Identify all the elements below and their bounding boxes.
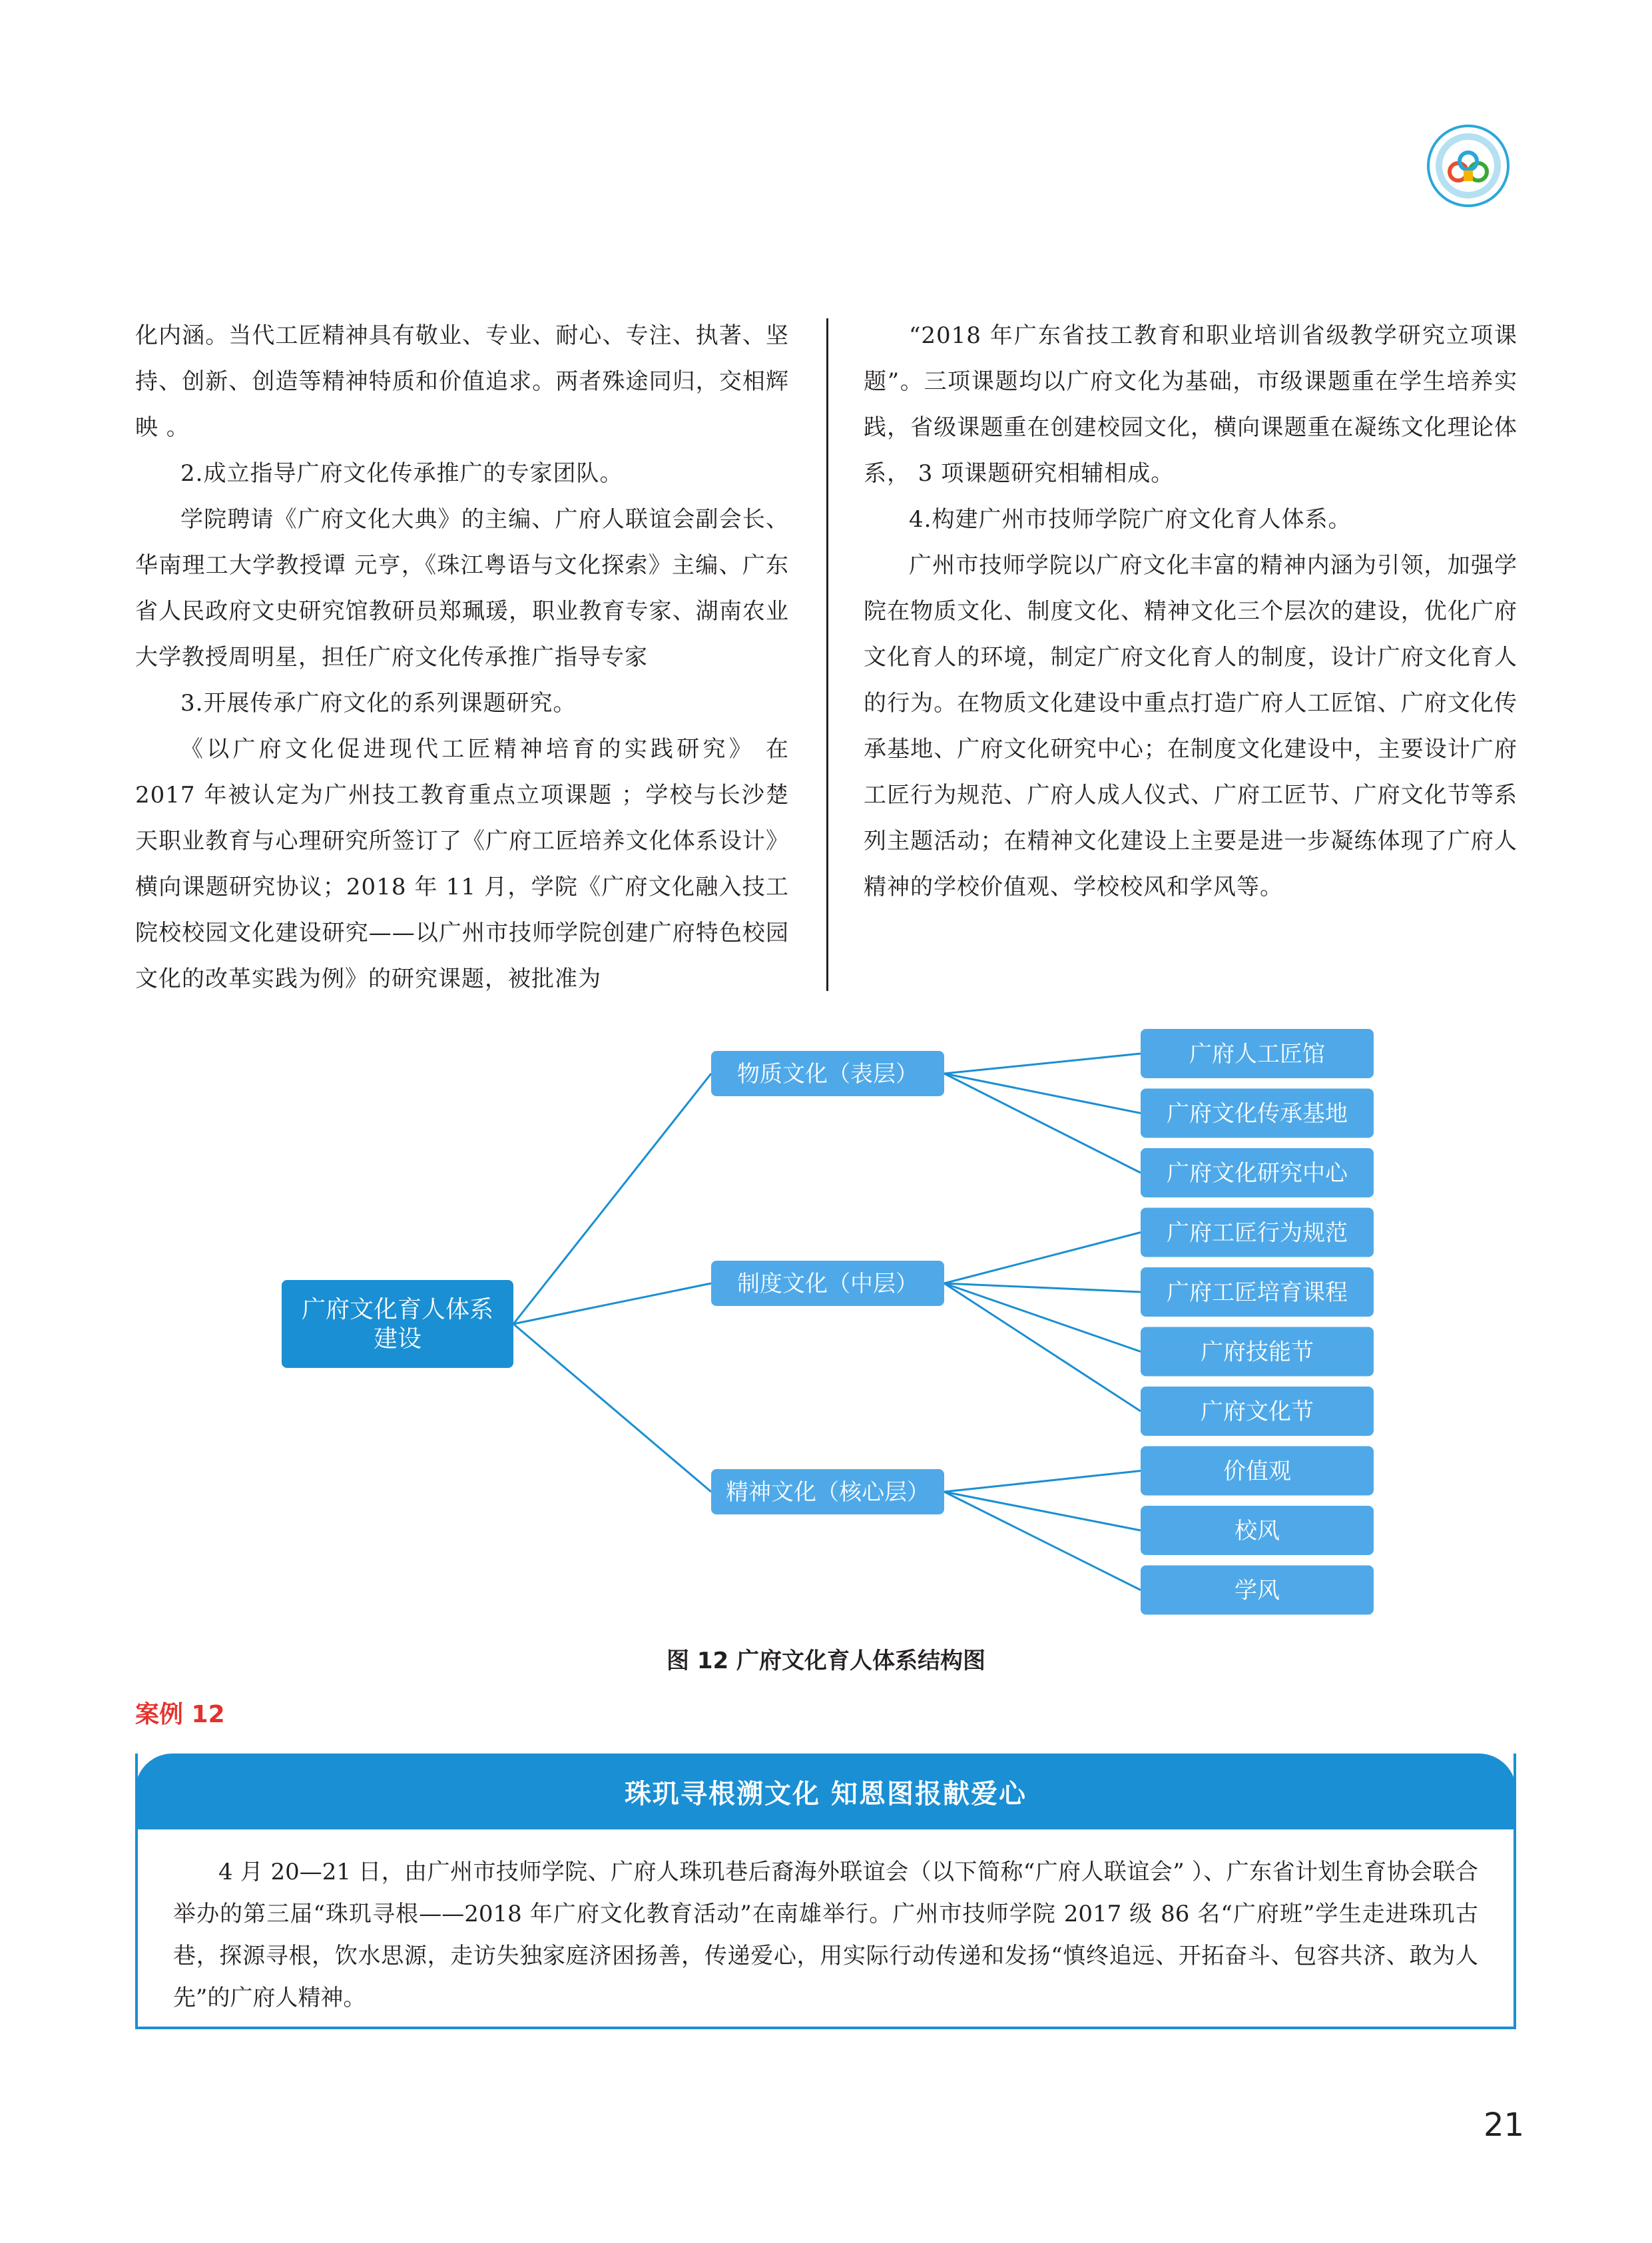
diagram-root-label: 建设 bbox=[373, 1325, 422, 1353]
diagram-branch-label: 精神文化（核心层） bbox=[726, 1479, 930, 1506]
right-paragraph-1: “2018 年广东省技工教育和职业培训省级教学研究立项课题”。三项课题均以广府文化为基础，市级课题重在学生培养实践，省级课题重在创建校园文化，横向课题重在凝练文化理论体系， 3 项课题研究相辅相成。 bbox=[864, 322, 1517, 487]
connector-line bbox=[944, 1283, 1141, 1352]
connector-line bbox=[944, 1492, 1141, 1530]
diagram-root-label: 广府文化育人体系 bbox=[301, 1296, 494, 1323]
diagram-leaf-node bbox=[1141, 1089, 1374, 1138]
connector-line bbox=[944, 1471, 1141, 1492]
left-paragraph-1: 化内涵。当代工匠精神具有敬业、专业、耐心、专注、执著、坚持、创新、创造等精神特质和价值追求。两者殊途同归，交相辉映 。 bbox=[135, 322, 789, 441]
connector-line bbox=[944, 1054, 1141, 1074]
structure-diagram bbox=[0, 1006, 1652, 1632]
connector-line bbox=[513, 1283, 711, 1324]
case-body: 4 月 20—21 日，由广州市技师学院、广府人珠玑巷后裔海外联谊会（以下简称“广府人联谊会” ）、广东省计划生育协会联合举办的第三届“珠玑寻根——2018 年广府文化教育活动”在南雄举行。广州市技师学院 2017 级 86 名“广府班”学生走进珠玑古巷，探源寻根，饮水思源，走访失独家庭济困扬善，传递爱心，用实际行动传递和发扬“慎终追远、开拓奋斗、包容共济、敢为人先”的广府人精神。 bbox=[173, 1859, 1478, 2011]
right-paragraph-2: 广州市技师学院以广府文化丰富的精神内涵为引领，加强学院在物质文化、制度文化、精神文化三个层次的建设，优化广府文化育人的环境，制定广府文化育人的制度，设计广府文化育人的行为。在物质文化建设中重点打造广府人工匠馆、广府文化传承基地、广府文化研究中心；在制度文化建设中，主要设计广府工匠行为规范、广府人成人仪式、广府工匠节、广府文化节等系列主题活动；在精神文化建设上主要是进一步凝练体现了广府人精神的学校价值观、学校校风和学风等。 bbox=[864, 552, 1517, 900]
left-column bbox=[135, 313, 789, 1002]
case-title: 珠玑寻根溯文化 知恩图报献爱心 bbox=[135, 1754, 1516, 1829]
diagram-leaf-node bbox=[1141, 1267, 1374, 1317]
school-emblem-icon bbox=[1426, 124, 1510, 208]
case-label: 案例 12 bbox=[135, 1701, 225, 1728]
connector-line bbox=[944, 1283, 1141, 1411]
diagram-branch-node bbox=[711, 1469, 944, 1514]
diagram-root-node bbox=[282, 1280, 513, 1368]
diagram-leaf-node bbox=[1141, 1566, 1374, 1615]
diagram-leaf-label: 广府工匠培育课程 bbox=[1167, 1279, 1348, 1306]
diagram-leaf-label: 广府技能节 bbox=[1201, 1339, 1314, 1366]
diagram-branch-node bbox=[711, 1051, 944, 1096]
diagram-branch-label: 物质文化（表层） bbox=[737, 1061, 918, 1088]
section-heading-2: 2.成立指导广府文化传承推广的专家团队。 bbox=[180, 460, 623, 487]
diagram-leaf-node bbox=[1141, 1446, 1374, 1496]
page-number: 21 bbox=[1484, 2106, 1525, 2144]
diagram-branch-node bbox=[711, 1261, 944, 1306]
diagram-leaf-node bbox=[1141, 1148, 1374, 1197]
diagram-leaf-label: 广府工匠行为规范 bbox=[1167, 1219, 1348, 1247]
left-paragraph-3: 《以广府文化促进现代工匠精神培育的实践研究》 在 2017 年被认定为广州技工教育重点立项课题 ；学校与长沙楚天职业教育与心理研究所签订了《广府工匠培养文化体系设计》横向课题研究协议；2018 年 11 月，学院《广府文化融入技工院校校园文化建设研究——以广州市技师学院创建广府特色校园文化的改革实践为例》的研究课题，被批准为 bbox=[135, 736, 789, 992]
section-heading-4: 4.构建广州市技师学院广府文化育人体系。 bbox=[909, 506, 1352, 533]
figure-caption: 图 12 广府文化育人体系结构图 bbox=[667, 1648, 985, 1674]
connector-line bbox=[944, 1492, 1141, 1590]
connector-line bbox=[944, 1283, 1141, 1292]
diagram-leaf-node bbox=[1141, 1387, 1374, 1436]
diagram-leaf-label: 校风 bbox=[1235, 1518, 1280, 1544]
diagram-leaf-label: 广府文化节 bbox=[1201, 1399, 1314, 1425]
column-divider bbox=[826, 318, 828, 991]
diagram-leaf-node bbox=[1141, 1506, 1374, 1555]
connector-line bbox=[944, 1233, 1141, 1284]
diagram-leaf-label: 广府文化研究中心 bbox=[1167, 1160, 1348, 1187]
left-paragraph-2: 学院聘请《广府文化大典》的主编、广府人联谊会副会长、华南理工大学教授谭 元亨，《珠江粤语与文化探索》主编、广东省人民政府文史研究馆教研员郑珮瑗，职业教育专家、湖南农业大学教授周明星，担任广府文化传承推广指导专家 bbox=[135, 506, 789, 671]
diagram-leaf-node bbox=[1141, 1327, 1374, 1377]
diagram-leaf-label: 学风 bbox=[1235, 1577, 1280, 1604]
connector-line bbox=[513, 1324, 711, 1492]
connector-line bbox=[944, 1074, 1141, 1114]
diagram-leaf-label: 广府文化传承基地 bbox=[1167, 1100, 1348, 1127]
connector-line bbox=[513, 1074, 711, 1324]
diagram-leaf-label: 价值观 bbox=[1223, 1458, 1291, 1485]
right-column bbox=[864, 313, 1517, 910]
section-heading-3: 3.开展传承广府文化的系列课题研究。 bbox=[180, 690, 577, 717]
diagram-leaf-label: 广府人工匠馆 bbox=[1189, 1041, 1325, 1068]
diagram-branch-label: 制度文化（中层） bbox=[737, 1271, 918, 1297]
connector-line bbox=[944, 1074, 1141, 1173]
diagram-leaf-node bbox=[1141, 1208, 1374, 1257]
diagram-leaf-node bbox=[1141, 1029, 1374, 1078]
